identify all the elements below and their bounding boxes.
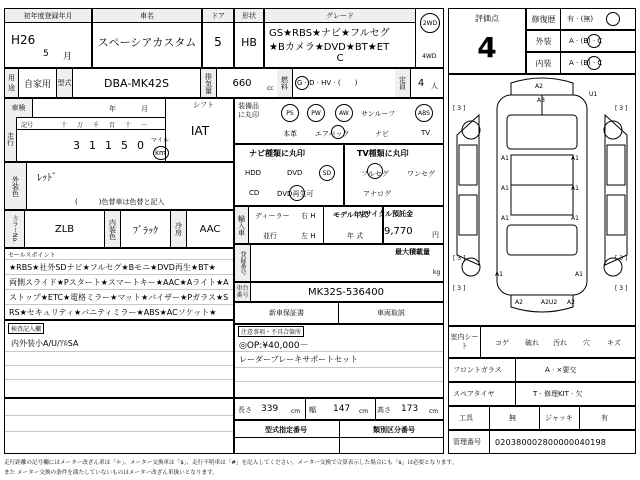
sales-line-2: 両側スライド★Pスタート★スマートキー★AAC★Aライト★A xyxy=(9,278,229,287)
room-kizu: キズ xyxy=(607,339,621,347)
tv-oneseg: ワンセグ xyxy=(407,170,435,178)
chassis-box xyxy=(234,282,444,302)
diag-a1-f: A1 xyxy=(571,215,579,222)
equipment-label: 装備品に丸印 xyxy=(238,102,259,119)
notes-line-2: レーダーブレーキサポートセット xyxy=(239,355,359,364)
warranty-box xyxy=(234,302,444,324)
spare-label: スペアタイヤ xyxy=(453,390,495,398)
room-yogore: 汚れ xyxy=(553,339,567,347)
equip-pw: PW xyxy=(307,104,325,122)
reg-month-unit: 月 xyxy=(63,52,73,62)
width-label: 幅 xyxy=(309,406,316,414)
mileage-box xyxy=(4,98,234,162)
repair-label: 修復歴 xyxy=(527,9,561,29)
vehicle-name-box xyxy=(92,8,202,68)
tools-label: 工具 xyxy=(459,414,473,422)
interior-b-ring xyxy=(587,56,601,70)
type-cert-label: 型式指定番号 xyxy=(265,426,307,434)
displacement-value: 660 xyxy=(232,77,252,89)
shape-value: HB xyxy=(241,35,257,49)
color-no-label: カラーNo. xyxy=(5,211,25,247)
color-note: ( )色替車は色替と記入 xyxy=(75,198,165,206)
jack-label: ジャッキ xyxy=(545,414,573,422)
reg-month: 5 xyxy=(43,49,49,59)
equip-leather: 本革 xyxy=(283,130,297,138)
inspector-line-1: 内外装小A/U/ｱﾙSA xyxy=(11,339,79,348)
length-label: 長さ xyxy=(238,406,252,414)
warranty-new: 新車保証書 xyxy=(235,303,339,323)
equip-ps: PS xyxy=(281,104,299,122)
tools-row xyxy=(448,406,636,430)
digit-header-5: 十 xyxy=(125,122,132,129)
tv-fullseg-ring xyxy=(367,163,383,179)
grade-line-1: GS★RBS★ナビ★フルセグ xyxy=(269,28,390,39)
car-diagram xyxy=(449,75,635,325)
diag-bottom-1: A1 xyxy=(495,271,503,278)
length-value: 339 xyxy=(261,404,279,414)
digit-header-4: 百 xyxy=(109,122,116,129)
diag-bottom-5: A2 xyxy=(567,299,575,306)
nav-dvd-ring xyxy=(289,185,305,201)
left-bottom-spacer xyxy=(4,398,234,454)
use-value: 自家用 xyxy=(19,69,57,97)
shift-value: IAT xyxy=(190,124,210,138)
import-dealer: ディーラー xyxy=(255,212,290,220)
max-load-unit: kg xyxy=(433,269,441,276)
displacement-label: 排気量 xyxy=(201,69,217,97)
tools-value: 無 xyxy=(509,414,516,422)
fuel-label: 燃料 xyxy=(277,69,293,97)
diag-tag-2: [ 3 ] xyxy=(615,105,628,112)
diag-a3: A3 xyxy=(537,97,545,104)
equip-abs: ABS xyxy=(415,104,433,122)
nav-cd: CD xyxy=(249,189,260,197)
footer-note-2: また メーター交換の条件を満たしていないものはメーター改ざん車扱いとなります。 xyxy=(4,470,218,476)
management-label: 管理番号 xyxy=(453,438,481,446)
import-right: 右 H xyxy=(301,212,316,220)
km-ring xyxy=(153,146,169,160)
ac-label: 冷房 xyxy=(171,211,187,247)
era-year: H26 xyxy=(11,33,36,47)
diag-tag-5: [ 3 ] xyxy=(453,285,466,292)
doors-label: ドア xyxy=(203,9,233,23)
height-unit: cm xyxy=(429,408,439,415)
color-no-value: ZLB xyxy=(25,211,105,247)
repair-none-ring xyxy=(606,12,620,26)
notes-label: 注意事項・不具合箇所 xyxy=(238,326,304,337)
diag-a2: A2 xyxy=(535,83,543,90)
chassis-label: 車台番号 xyxy=(235,283,251,301)
height-label: 高さ xyxy=(377,406,391,414)
type-cert-row xyxy=(234,420,444,454)
diag-a1-e: A1 xyxy=(571,185,579,192)
height-value: 173 xyxy=(401,404,419,414)
model-label: 型式 xyxy=(57,69,73,97)
diag-bottom-4: A2U2 xyxy=(541,299,558,306)
sales-point-box xyxy=(4,248,234,320)
dimensions-row xyxy=(234,398,444,420)
equip-airbag: エアバック xyxy=(315,130,350,138)
import-left: 左 H xyxy=(301,232,316,240)
drive-4wd: 4WD xyxy=(422,53,437,60)
digit-header-6: 一 xyxy=(141,122,148,129)
room-sheet-row xyxy=(448,326,636,358)
interior-color-value: ﾌﾞﾗｯｸ xyxy=(121,211,171,247)
mileage-digit-2: 1 xyxy=(89,139,96,152)
mileage-digit-5: 0 xyxy=(137,139,144,152)
interior-color-label: 内装色 xyxy=(105,211,121,247)
model-year-unit: 年 式 xyxy=(347,232,364,240)
inspection-month: 月 xyxy=(141,105,148,113)
diag-tag-1: [ 3 ] xyxy=(453,105,466,112)
length-unit: cm xyxy=(291,408,301,415)
inspector-label: 検査記入欄 xyxy=(8,323,44,334)
color-box xyxy=(4,162,234,210)
width-unit: cm xyxy=(359,408,369,415)
chassis-value: MK32S-536400 xyxy=(307,286,385,298)
capacity-value: 4 xyxy=(417,77,425,89)
exterior-options: A · (B) · C xyxy=(569,37,603,45)
capacity-label: 定員 xyxy=(395,69,411,97)
room-koge: コゲ xyxy=(495,339,509,347)
unit-km: km xyxy=(155,149,166,157)
equip-navi: ナビ xyxy=(375,130,389,138)
registration-number-box xyxy=(234,244,444,282)
room-sheet-label: 室内シート xyxy=(449,327,481,357)
width-value: 147 xyxy=(333,404,351,414)
sales-line-4: RS★セキュリティ★バニティミラー★ABS★ACソケット★ xyxy=(9,308,217,317)
exterior-grade-box xyxy=(526,30,636,52)
inspector-box xyxy=(4,320,234,398)
diag-bottom-3: A2 xyxy=(515,299,523,306)
mileage-digit-1: 3 xyxy=(73,139,80,152)
nav-sd: SD xyxy=(319,165,335,181)
shift-label: シフト xyxy=(193,101,214,109)
doors-box xyxy=(202,8,234,68)
shape-label: 形状 xyxy=(235,9,263,23)
equip-aw: AW xyxy=(335,104,353,122)
tv-fullseg: フルセグ xyxy=(361,170,389,178)
model-year-label: モデル年式 xyxy=(333,211,368,219)
warranty-manual: 車両取説 xyxy=(377,309,405,317)
color-value: ﾚｯﾄﾞ xyxy=(37,173,57,184)
first-registration-box xyxy=(4,8,92,68)
diag-bottom-2: A1 xyxy=(575,271,583,278)
nav-dvd: DVD xyxy=(287,169,303,177)
max-load-label: 最大積載量 xyxy=(395,248,430,256)
grade-label: グレード xyxy=(265,9,415,23)
usage-row xyxy=(4,68,444,98)
mileage-digit-4: 5 xyxy=(121,139,128,152)
first-registration-label: 初年度登録年月 xyxy=(5,9,91,23)
notes-option-line: ◎OP:¥40,000－ xyxy=(239,341,309,351)
vehicle-name: スペーシアカスタム xyxy=(97,36,197,49)
digit-header-2: 万 xyxy=(77,122,84,129)
nav-hdd: HDD xyxy=(245,169,262,177)
management-row xyxy=(448,430,636,454)
diag-a1-a: A1 xyxy=(501,155,509,162)
interior-label: 内装 xyxy=(527,53,561,73)
import-parallel: 並行 xyxy=(263,232,277,240)
front-glass-label: フロントガラス xyxy=(453,366,502,374)
shape-box xyxy=(234,8,264,68)
capacity-unit: 人 xyxy=(431,82,438,90)
score-value: 4 xyxy=(477,31,497,64)
diag-tag-6: [ 3 ] xyxy=(615,285,628,292)
repair-history-box xyxy=(526,8,636,30)
displacement-unit: cc xyxy=(267,85,274,92)
footer-note-1: 走行距離の記号欄にはメーター改ざん車は「＊」、メーター交換車は「$」、走行不明車は「#」を記入してください。メーター交換で合算表示した場合にも「$」は必要となります。 xyxy=(4,460,458,466)
recycle-yen: 円 xyxy=(432,231,439,239)
diag-a1-c: A1 xyxy=(501,215,509,222)
fuel-g-ring xyxy=(295,76,309,90)
spare-tire-row xyxy=(448,382,636,406)
equip-sunroof: サンルーフ xyxy=(361,110,396,118)
score-label: 評価点 xyxy=(475,14,499,23)
front-glass-value: A · ×要交 xyxy=(545,366,577,374)
notes-box xyxy=(234,324,444,398)
equipment-box xyxy=(234,98,444,144)
grade-line-3: C xyxy=(336,53,344,64)
management-value: 020380002800000040198 xyxy=(495,437,607,447)
color-code-row xyxy=(4,210,234,248)
ac-value: AAC xyxy=(199,223,221,235)
diag-a1-b: A1 xyxy=(501,185,509,192)
tv-type-box xyxy=(344,144,444,206)
diag-tag-3: [ 3 ] xyxy=(453,255,466,262)
sales-line-1: ★RBS★社外SDナビ★フルセグ★Bモニ★DVD再生★BT★ xyxy=(9,263,216,272)
car-diagram-box xyxy=(448,74,636,326)
interior-grade-box xyxy=(526,52,636,74)
digit-header-1: 十 xyxy=(61,122,68,129)
digit-header-0: 記号 xyxy=(21,122,34,129)
color-label: 外装色 xyxy=(5,163,27,209)
exterior-b-ring xyxy=(587,34,601,48)
jack-value: 有 xyxy=(601,414,608,422)
airbag-ring xyxy=(331,125,345,139)
reg-no-label: 登録番号 xyxy=(235,245,251,281)
nav-dvd-playback: DVD再生可 xyxy=(277,190,314,198)
import-label: 輸入車 xyxy=(235,207,249,243)
exterior-label: 外装 xyxy=(527,31,561,51)
inspection-year: 年 xyxy=(109,105,116,113)
use-label: 用途 xyxy=(5,69,19,97)
sales-line-3: ストップ★ETC★電格ミラー★マット★バイザー★Pガラス★S xyxy=(9,293,229,302)
mileage-label: 走行 xyxy=(5,117,17,161)
digit-header-3: 千 xyxy=(93,122,100,129)
tv-analog: アナログ xyxy=(363,190,391,198)
unit-mile: マイル xyxy=(151,137,169,144)
grade-line-2: ★Bカメラ★DVD★BT★ET xyxy=(269,42,390,53)
interior-options: A · (B) · C xyxy=(569,59,603,67)
diag-a1-d: A1 xyxy=(571,155,579,162)
tv-type-label: TV種類に丸印 xyxy=(357,149,409,158)
inspection-label: 車検 xyxy=(5,99,33,117)
room-yabure: 破れ xyxy=(525,339,539,347)
recycle-label: リサイクル預託金 xyxy=(358,210,414,218)
diag-tag-4: [ 3 ] xyxy=(615,255,628,262)
equip-tv: TV xyxy=(421,129,431,137)
drive-2wd-marker: 2WD xyxy=(420,13,440,33)
fuel-options: G · D · HV · ( ) xyxy=(297,79,358,87)
grade-box xyxy=(264,8,444,68)
score-box xyxy=(448,8,526,74)
front-glass-row xyxy=(448,358,636,382)
nav-type-box xyxy=(234,144,344,206)
spare-options: T · 修理KIT · 欠 xyxy=(533,390,583,398)
room-ana: 穴 xyxy=(583,339,590,347)
doors-value: 5 xyxy=(214,35,222,49)
class-label: 類別区分番号 xyxy=(373,426,415,434)
model-value: DBA-MK42S xyxy=(73,69,201,97)
repair-options: 有 · (無) xyxy=(567,15,594,23)
sales-point-label: セールスポイント xyxy=(8,252,56,259)
diag-u1: U1 xyxy=(589,91,598,98)
recycle-value: 9,770 xyxy=(384,226,413,237)
vehicle-name-label: 車名 xyxy=(93,9,201,23)
mileage-digit-3: 1 xyxy=(105,139,112,152)
nav-type-label: ナビ種類に丸印 xyxy=(249,149,305,158)
